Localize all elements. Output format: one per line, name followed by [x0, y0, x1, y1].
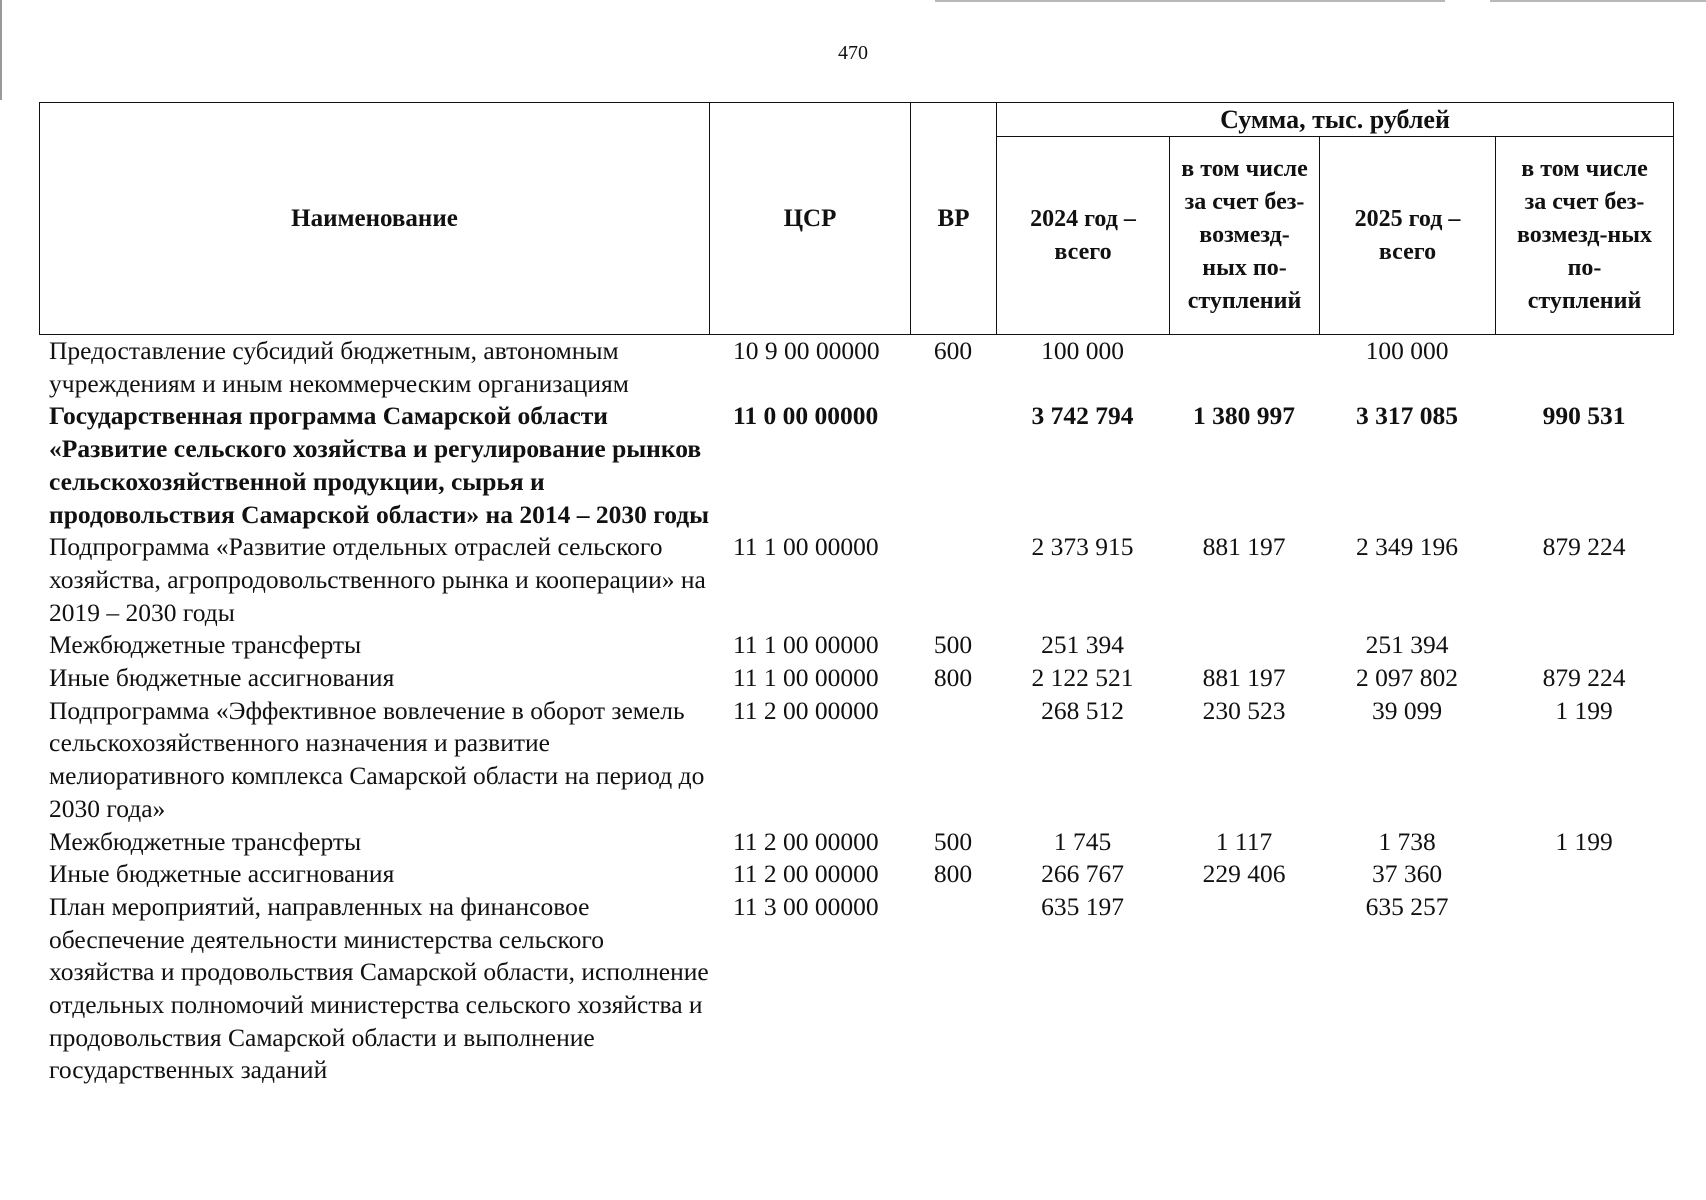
row-2025-total: 2 349 196	[1356, 532, 1458, 562]
row-csr: 11 2 00 00000	[733, 859, 879, 889]
row-2024-total: 3 742 794	[1031, 401, 1134, 431]
row-name: Иные бюджетные ассигнования	[49, 859, 395, 889]
row-csr: 11 3 00 00000	[733, 891, 879, 921]
row-2025-total: 37 360	[1371, 859, 1443, 889]
row-2025-total: 635 257	[1365, 891, 1449, 921]
row-vr: 800	[933, 859, 973, 889]
table-row	[39, 695, 1673, 826]
row-2024-total: 266 767	[1041, 859, 1124, 889]
header-2025-gratuitous: в том числе за счет без-возмезд-ных по-ступлений	[1496, 137, 1674, 335]
row-vr	[910, 891, 996, 1087]
row-name: Подпрограмма «Эффективное вовлечение в оборот земель сельскохозяйственного назначения и развитие мелиоративного комплекса Самарской области на период до 2030 года»	[49, 695, 705, 823]
page-number: 470	[838, 42, 868, 64]
row-name: План мероприятий, направленных на финансовое обеспечение деятельности министерства сельского хозяйства и продовольствия Самарской области, исполнение отдельных полномочий министерства сельского хозяйства и продовольствия Самарской области и выполнение государственных заданий	[49, 891, 709, 1085]
row-csr: 11 2 00 00000	[733, 695, 879, 725]
row-2024-total: 1 745	[1053, 826, 1112, 856]
row-2025-total: 3 317 085	[1356, 401, 1458, 431]
row-2025-gratuitous	[1495, 891, 1673, 1087]
scan-edge-line	[1490, 0, 1706, 2]
scan-edge-line	[935, 0, 1445, 2]
row-2025-gratuitous: 879 224	[1542, 532, 1626, 562]
table-row	[39, 858, 1673, 891]
row-2025-gratuitous: 1 199	[1555, 826, 1613, 856]
row-vr	[910, 531, 996, 629]
row-name: Межбюджетные трансферты	[49, 826, 362, 856]
row-2025-total: 39 099	[1371, 695, 1443, 725]
row-vr	[910, 695, 996, 826]
row-2024-gratuitous: 881 197	[1202, 663, 1286, 693]
row-vr: 500	[933, 826, 973, 856]
row-csr: 11 2 00 00000	[733, 826, 879, 856]
header-2024-total: 2024 год – всего	[997, 137, 1170, 335]
table-header	[39, 102, 1674, 335]
row-2024-gratuitous: 881 197	[1202, 532, 1286, 562]
row-csr: 11 1 00 00000	[733, 630, 879, 660]
table-row	[39, 531, 1673, 629]
row-2024-total: 268 512	[1041, 695, 1124, 725]
table-row	[39, 826, 1673, 859]
row-2025-total: 251 394	[1365, 630, 1449, 660]
header-2024-gratuitous: в том числе за счет без-возмезд-ных по-ступлений	[1170, 137, 1320, 335]
row-csr: 11 1 00 00000	[733, 663, 879, 693]
row-vr: 500	[933, 630, 973, 660]
row-2024-gratuitous: 1 380 997	[1193, 401, 1295, 431]
row-2024-gratuitous	[1169, 629, 1319, 662]
row-name: Иные бюджетные ассигнования	[49, 663, 395, 693]
row-2025-total: 2 097 802	[1356, 663, 1458, 693]
row-2024-gratuitous	[1169, 891, 1319, 1087]
row-2024-total: 2 373 915	[1031, 532, 1134, 562]
row-name: Подпрограмма «Развитие отдельных отраслей сельского хозяйства, агропродовольственного рынка и кооперации» на 2019 – 2030 годы	[49, 532, 706, 627]
row-name: Предоставление субсидий бюджетным, автономным учреждениям и иным некоммерческим организациям	[49, 336, 629, 398]
row-2024-gratuitous: 1 117	[1215, 826, 1273, 856]
row-2025-gratuitous: 879 224	[1542, 663, 1626, 693]
row-2025-gratuitous	[1495, 629, 1673, 662]
table-row	[39, 629, 1673, 662]
header-vr: ВР	[911, 103, 997, 335]
row-2025-gratuitous	[1495, 335, 1673, 400]
row-2024-gratuitous: 230 523	[1202, 695, 1286, 725]
table-row	[39, 662, 1673, 695]
header-2025-total: 2025 год – всего	[1320, 137, 1496, 335]
header-name: Наименование	[40, 103, 710, 335]
row-2025-total: 100 000	[1365, 336, 1449, 365]
row-name: Межбюджетные трансферты	[49, 630, 362, 660]
table-row	[39, 891, 1673, 1087]
row-2025-gratuitous: 990 531	[1542, 401, 1626, 431]
row-2024-gratuitous: 229 406	[1202, 859, 1286, 889]
header-sum-group: Сумма, тыс. рублей	[997, 103, 1674, 137]
row-2024-total: 100 000	[1041, 336, 1124, 365]
row-2024-total: 2 122 521	[1031, 663, 1134, 693]
row-name: Государственная программа Самарской области «Развитие сельского хозяйства и регулирование рынков сельскохозяйственной продукции, сырья и продовольствия Самарской области» на 2014 – 2030 годы	[49, 401, 710, 529]
header-csr: ЦСР	[710, 103, 911, 335]
row-2024-gratuitous	[1169, 335, 1319, 400]
row-2025-total: 1 738	[1378, 826, 1436, 856]
table-row	[39, 335, 1673, 400]
row-csr: 10 9 00 00000	[733, 336, 880, 365]
row-vr: 600	[933, 336, 973, 365]
row-csr: 11 1 00 00000	[733, 532, 879, 562]
table-row	[39, 400, 1673, 531]
table-body	[39, 335, 1673, 1087]
row-2025-gratuitous	[1495, 858, 1673, 891]
row-csr: 11 0 00 00000	[733, 401, 879, 431]
row-vr: 800	[933, 663, 973, 693]
row-2025-gratuitous: 1 199	[1555, 695, 1613, 725]
row-2024-total: 635 197	[1041, 891, 1124, 921]
row-vr	[910, 400, 996, 531]
row-2024-total: 251 394	[1041, 630, 1124, 660]
